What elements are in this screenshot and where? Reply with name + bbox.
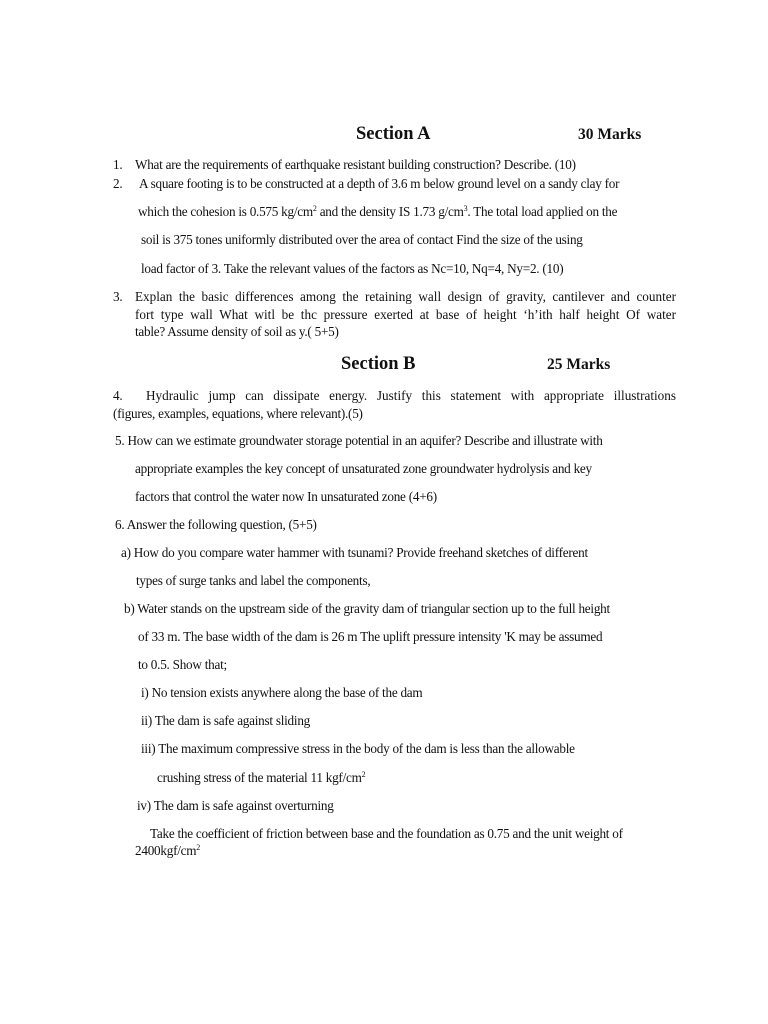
- q2-line-2: [138, 204, 617, 220]
- q5-line-1: 5. How can we estimate groundwater storage potential in an aquifer? Describe and illustrate with: [115, 433, 603, 448]
- q6-iii-text: crushing stress of the material 11 kgf/cm: [157, 770, 362, 785]
- q3-number: 3.: [113, 289, 123, 304]
- q6-b-line-3: to 0.5. Show that;: [138, 657, 227, 672]
- q6-b-line-2: of 33 m. The base width of the dam is 26 m The uplift pressure intensity 'K may be assumed: [138, 629, 603, 644]
- q6-b-line-1: b) Water stands on the upstream side of the gravity dam of triangular section up to the full height: [124, 601, 610, 616]
- q4-line-2: (figures, examples, equations, where relevant).(5): [113, 406, 363, 421]
- q2-number: 2.: [113, 176, 123, 191]
- section-b-marks: 25 Marks: [547, 356, 611, 373]
- section-a-marks: 30 Marks: [578, 126, 642, 143]
- q2-line-1: A square footing is to be constructed at a depth of 3.6 m below ground level on a sandy clay for: [139, 176, 620, 191]
- q5-line-3: factors that control the water now In unsaturated zone (4+6): [135, 489, 437, 504]
- q3-line-3: table? Assume density of soil as y.( 5+5): [135, 324, 339, 339]
- q2-line-3: soil is 375 tones uniformly distributed over the area of contact Find the size of the using: [141, 232, 583, 247]
- q4-line-1: Hydraulic jump can dissipate energy. Justify this statement with appropriate illustrations: [146, 388, 676, 403]
- q6-b-item-iii-line-2: [157, 770, 365, 786]
- section-a-title: Section A: [356, 124, 431, 144]
- q2-sup-1: 2: [312, 204, 317, 213]
- q6-b-item-ii: ii) The dam is safe against sliding: [141, 713, 311, 728]
- q5-line-2: appropriate examples the key concept of unsaturated zone groundwater hydrolysis and key: [135, 461, 592, 476]
- q6-b-item-i: i) No tension exists anywhere along the base of the dam: [141, 685, 423, 700]
- q1-number: 1.: [113, 157, 123, 172]
- section-b-title: Section B: [341, 354, 416, 374]
- q6-note-text: 2400kgf/cm: [135, 843, 197, 858]
- q2-line-4: load factor of 3. Take the relevant values of the factors as Nc=10, Nq=4, Ny=2. (10): [141, 261, 564, 276]
- q2-sup-2: 3: [463, 204, 468, 213]
- q6-note-sup: 2: [196, 843, 200, 852]
- q6-b-item-iii-line-1: iii) The maximum compressive stress in the body of the dam is less than the allowable: [141, 741, 575, 756]
- q1-text: What are the requirements of earthquake resistant building construction? Describe. (10): [135, 157, 576, 172]
- q6-iii-sup: 2: [361, 770, 366, 779]
- q6-b-item-iv: iv) The dam is safe against overturning: [137, 798, 334, 813]
- q6-note-line-1: Take the coefficient of friction between base and the foundation as 0.75 and the unit weight of: [150, 826, 623, 841]
- q6-line-1: 6. Answer the following question, (5+5): [115, 517, 317, 532]
- q6-note-line-2: [135, 843, 200, 859]
- q6-a-line-1: a) How do you compare water hammer with tsunami? Provide freehand sketches of different: [121, 545, 588, 560]
- q2-line-2b: and the density IS 1.73 g/cm: [316, 204, 464, 219]
- q3-line-2: fort type wall What witl be thc pressure exerted at base of height ‘h’ith half height Of water: [135, 307, 676, 322]
- q2-line-2c: . The total load applied on the: [467, 204, 618, 219]
- q6-a-line-2: types of surge tanks and label the components,: [136, 573, 371, 588]
- q2-line-2a: which the cohesion is 0.575 kg/cm: [138, 204, 313, 219]
- q4-number: 4.: [113, 388, 123, 403]
- q3-line-1: Explan the basic differences among the retaining wall design of gravity, cantilever and counter: [135, 289, 676, 304]
